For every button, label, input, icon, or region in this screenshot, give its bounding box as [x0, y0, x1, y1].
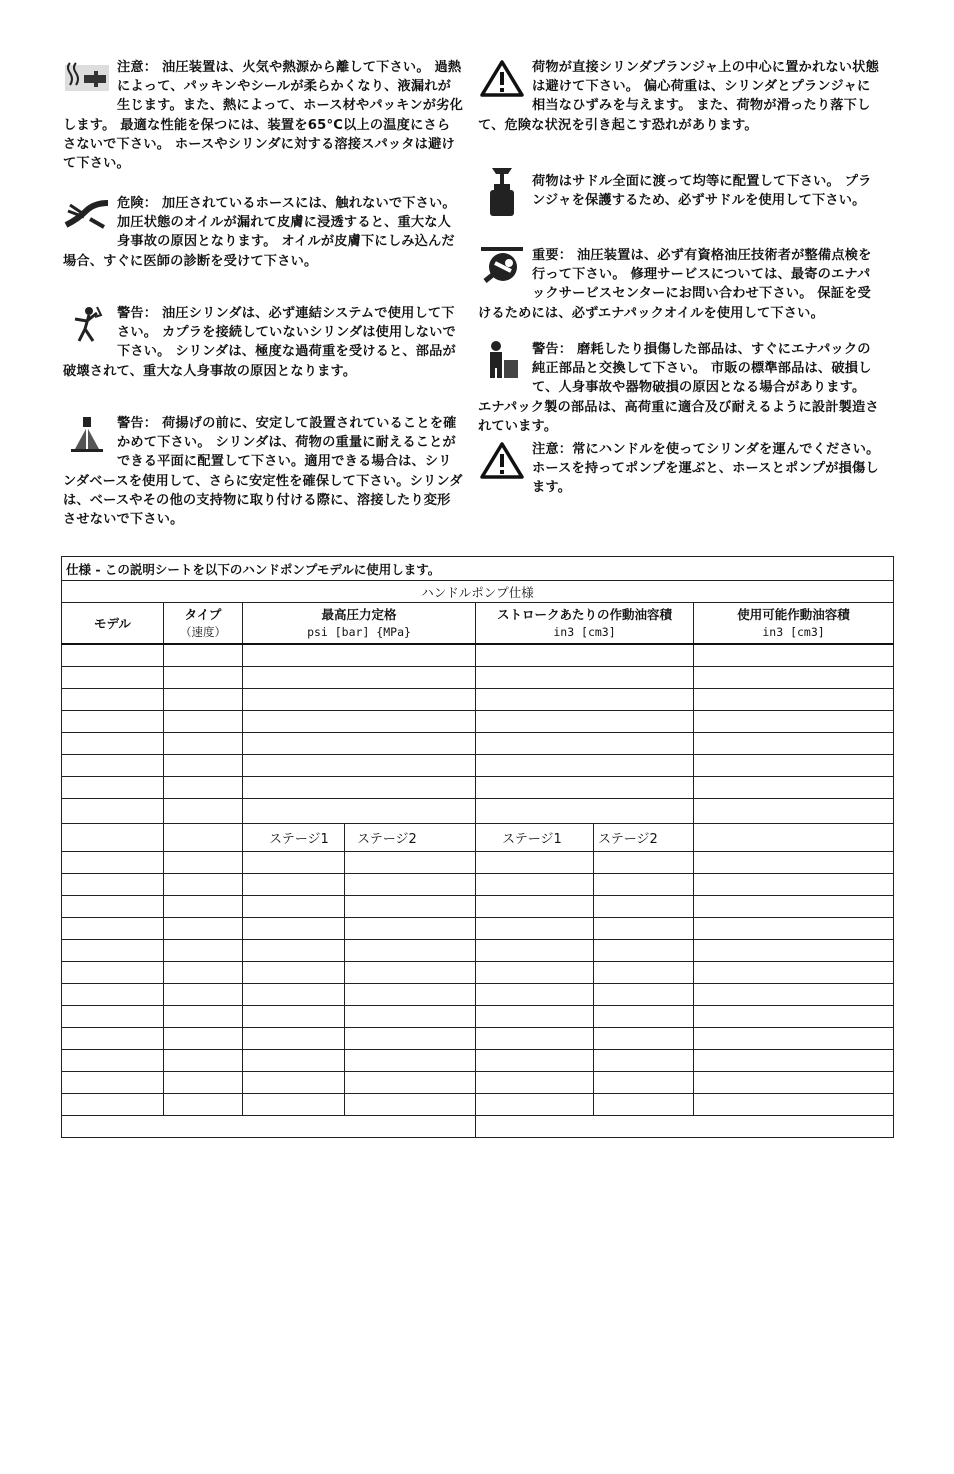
oil-stage1: ステージ1 — [476, 824, 594, 852]
warning-text: 危険： 加圧されているホースには、触れないで下さい。 加圧状態のオイルが漏れて皮膚に浸透すると、重大な人身事故の原因となります。 オイルが皮膚下にしみ込んだ場合、すぐに医師の診断を受けて下さい。 — [63, 196, 456, 269]
table-row — [62, 918, 894, 940]
header-usable-oil: 使用可能作動油容積 in3 [cm3] — [694, 603, 894, 645]
table-row — [62, 962, 894, 984]
header-oil-per-stroke: ストロークあたりの作動油容積 in3 [cm3] — [476, 603, 694, 645]
table-row — [62, 644, 894, 667]
warning-triangle-icon — [478, 441, 526, 479]
table-row — [62, 777, 894, 799]
warning-triangle-icon — [478, 59, 526, 97]
table-row — [62, 733, 894, 755]
warning-text: 重要： 油圧装置は、必ず有資格油圧技術者が整備点検を行って下さい。 修理サービスについては、最寄のエナパックサービスセンターにお問い合わせ下さい。 保証を受けるためには、必ずエナパックオイルを使用して下さい。 — [478, 248, 872, 321]
spec-subtitle-row — [62, 581, 894, 603]
pressure-stage2: ステージ2 — [345, 824, 476, 852]
table-row — [62, 711, 894, 733]
saddle-icon — [478, 173, 526, 211]
warnings-right-column — [478, 58, 882, 500]
header-type: タイプ （速度） — [164, 603, 243, 645]
warning-text: 注意：常にハンドルを使ってシリンダを運んでください。ホースを持ってポンプを運ぶと、ホースとポンプが損傷します。 — [532, 442, 880, 496]
spec-subtitle: ハンドルポンプ仕様 — [62, 581, 894, 603]
table-row — [62, 940, 894, 962]
notice-service — [478, 246, 882, 334]
table-row — [62, 755, 894, 777]
table-row — [62, 667, 894, 689]
table-row — [62, 1050, 894, 1072]
spec-table — [61, 556, 894, 1138]
oil-stage2: ステージ2 — [594, 824, 694, 852]
table-row — [62, 1094, 894, 1116]
table-row — [62, 1072, 894, 1094]
spec-header-row — [62, 603, 894, 645]
hose-injection-icon — [63, 195, 111, 233]
overload-person-icon — [63, 305, 111, 343]
worker-parts-icon — [478, 341, 526, 379]
warning-hose — [63, 194, 463, 292]
service-wrench-icon — [478, 247, 526, 285]
stage-row — [62, 824, 894, 852]
header-max-pressure: 最高圧力定格 psi [bar] {MPa} — [243, 603, 476, 645]
warning-stable-setup — [63, 414, 463, 532]
warning-parts — [478, 340, 882, 436]
table-footer-row — [62, 1116, 894, 1138]
table-row — [62, 1028, 894, 1050]
spec-title: 仕様 - この説明シートを以下のハンドポンプモデルに使用します。 — [62, 557, 894, 581]
warning-heat — [63, 58, 463, 178]
table-row — [62, 984, 894, 1006]
table-row — [62, 1006, 894, 1028]
warning-text: 警告： 磨耗したり損傷した部品は、すぐにエナパックの純正部品と交換して下さい。 市販の標準部品は、破損して、人身事故や器物破損の原因となる場合があります。 エナパック製の部品は、高荷重に適合及び耐えるように設計製造されています。 — [478, 342, 879, 434]
table-row — [62, 896, 894, 918]
spec-title-row — [62, 557, 894, 581]
warning-saddle — [478, 172, 882, 236]
pressure-stage1: ステージ1 — [243, 824, 345, 852]
table-row — [62, 799, 894, 824]
warning-off-center-load — [478, 58, 882, 154]
header-model: モデル — [62, 603, 164, 645]
warning-cylinder-coupler — [63, 304, 463, 402]
warning-text: 警告： 荷揚げの前に、安定して設置されていることを確かめて下さい。 シリンダは、荷物の重量に耐えることができる平面に配置して下さい。適用できる場合は、シリンダベースを使用して、さらに安定性を確保して下さい。シリンダは、ベースやその他の支持物に取り付ける際に、溶接したり変形させないで下さい。 — [63, 416, 463, 528]
stable-base-icon — [63, 415, 111, 453]
hot-surface-icon — [63, 59, 111, 97]
warning-text: 警告： 油圧シリンダは、必ず連結システムで使用して下さい。 カプラを接続していないシリンダは使用しないで下さい。 シリンダは、極度な過荷重を受けると、部品が破壊されて、重大な人身事故の原因となります。 — [63, 306, 456, 379]
warnings-left-column — [63, 58, 463, 532]
warning-text: 荷物が直接シリンダプランジャ上の中心に置かれない状態は避けて下さい。 偏心荷重は、シリンダとプランジャに相当なひずみを与えます。 また、荷物が滑ったり落下して、危険な状況を引き起こす恐れがあります。 — [478, 60, 879, 133]
warning-carry-handle — [478, 440, 882, 500]
table-row — [62, 874, 894, 896]
table-row — [62, 852, 894, 874]
table-row — [62, 689, 894, 711]
warning-text: 荷物はサドル全面に渡って均等に配置して下さい。 プランジャを保護するため、必ずサドルを使用して下さい。 — [532, 174, 872, 209]
warning-text: 注意： 油圧装置は、火気や熱源から離して下さい。 過熱によって、パッキンやシールが柔らかくなり、液漏れが生じます。また、熱によって、ホース材やパッキンが劣化します。 最適な性能を保つには、装置を65°C以上の温度にさらさないで下さい。 ホースやシリンダに対する溶接スパッタは避けて下さい。 — [63, 60, 463, 172]
